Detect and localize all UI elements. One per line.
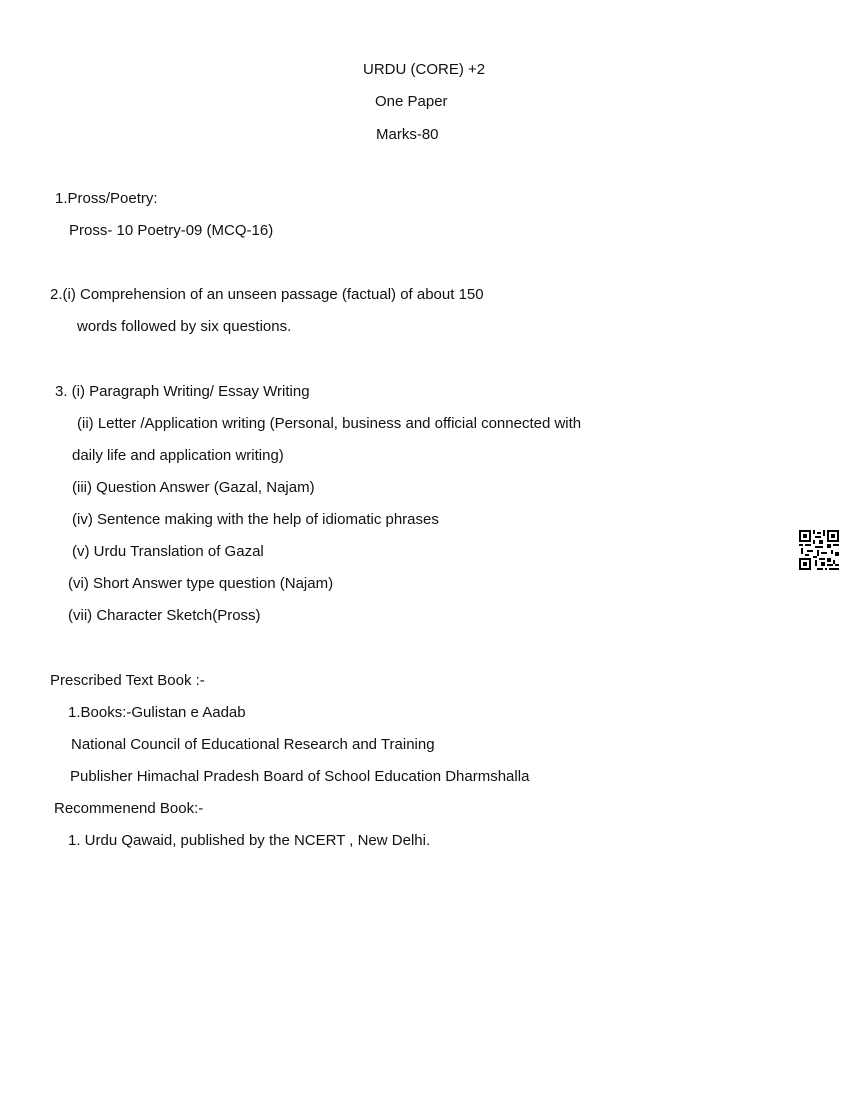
textbook-council: National Council of Educational Research and Training	[71, 736, 435, 753]
section-3-item-ii-line-2: daily life and application writing)	[72, 447, 284, 464]
page-title: URDU (CORE) +2	[363, 61, 486, 78]
section-3-item-vii: (vii) Character Sketch(Pross)	[68, 607, 261, 624]
section-3-item-v: (v) Urdu Translation of Gazal	[72, 543, 264, 560]
section-3-item-ii-line-1: (ii) Letter /Application writing (Personal, business and official connected with	[77, 415, 582, 432]
section-3-item-i: 3. (i) Paragraph Writing/ Essay Writing	[55, 383, 310, 400]
total-marks: Marks-80	[376, 126, 439, 143]
textbook-publisher: Publisher Himachal Pradesh Board of School Education Dharmshalla	[70, 768, 530, 785]
section-2-line-2: words followed by six questions.	[77, 318, 292, 335]
textbook-book: 1.Books:-Gulistan e Aadab	[68, 704, 246, 721]
recommended-heading: Recommenend Book:-	[54, 800, 204, 817]
qr-code-icon	[799, 530, 839, 570]
section-1-heading: 1.Pross/Poetry:	[55, 190, 158, 207]
section-3-item-iii: (iii) Question Answer (Gazal, Najam)	[72, 479, 315, 496]
paper-count: One Paper	[375, 93, 448, 110]
section-3-item-vi: (vi) Short Answer type question (Najam)	[68, 575, 334, 592]
section-2-line-1: 2.(i) Comprehension of an unseen passage (factual) of about 150	[50, 286, 484, 303]
recommended-book: 1. Urdu Qawaid, published by the NCERT , New Delhi.	[68, 832, 431, 849]
textbook-heading: Prescribed Text Book :-	[50, 672, 205, 689]
section-3-item-iv: (iv) Sentence making with the help of idiomatic phrases	[72, 511, 439, 528]
section-1-detail: Pross- 10 Poetry-09 (MCQ-16)	[69, 222, 274, 239]
